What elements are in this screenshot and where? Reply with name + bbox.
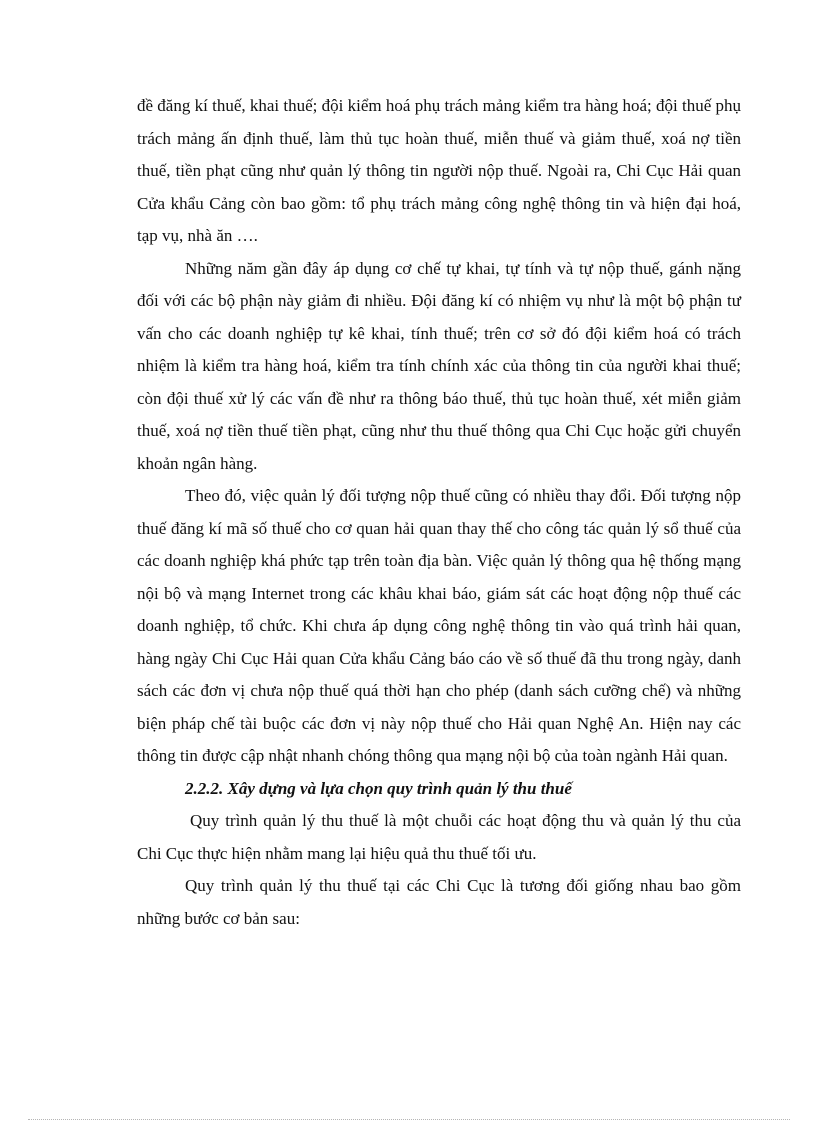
paragraph-4: Quy trình quản lý thu thuế là một chuỗi các hoạt động thu và quản lý thu của Chi Cục thực hiện nhằm mang lại hiệu quả thu thuế tối ưu. <box>137 811 741 863</box>
footer-divider <box>28 1119 790 1120</box>
paragraph-5: Quy trình quản lý thu thuế tại các Chi Cục là tương đối giống nhau bao gồm những bước cơ bản sau: <box>137 876 741 928</box>
document-body <box>137 90 741 935</box>
paragraph-1: đề đăng kí thuế, khai thuế; đội kiểm hoá phụ trách mảng kiểm tra hàng hoá; đội thuế phụ trách mảng ấn định thuế, làm thủ tục hoàn thuế, miễn thuế và giảm thuế, xoá nợ tiền thuế, tiền phạt cũng như quản lý thông tin người nộp thuế. Ngoài ra, Chi Cục Hải quan Cửa khẩu Cảng còn bao gồm: tổ phụ trách mảng công nghệ thông tin và hiện đại hoá, tạp vụ, nhà ăn …. <box>137 96 741 245</box>
paragraph-2: Những năm gần đây áp dụng cơ chế tự khai, tự tính và tự nộp thuế, gánh nặng đối với các bộ phận này giảm đi nhiều. Đội đăng kí có nhiệm vụ như là một bộ phận tư vấn cho các doanh nghiệp tự kê khai, tính thuế; trên cơ sở đó đội kiểm hoá có trách nhiệm là kiểm tra hàng hoá, kiểm tra tính chính xác của thông tin của người khai thuế; còn đội thuế xử lý các vấn đề như ra thông báo thuế, thủ tục hoàn thuế, xét miễn giảm thuế, xoá nợ tiền thuế tiền phạt, cũng như thu thuế thông qua Chi Cục hoặc gửi chuyển khoản ngân hàng. <box>137 258 741 473</box>
section-heading: 2.2.2. Xây dựng và lựa chọn quy trình quản lý thu thuế <box>185 778 572 798</box>
paragraph-3: Theo đó, việc quản lý đối tượng nộp thuế cũng có nhiều thay đổi. Đối tượng nộp thuế đăng kí mã số thuế cho cơ quan hải quan thay thế cho công tác quản lý sổ thuế của các doanh nghiệp khá phức tạp trên toàn địa bàn. Việc quản lý thông qua hệ thống mạng nội bộ và mạng Internet trong các khâu khai báo, giám sát các hoạt động nộp thuế các doanh nghiệp, tổ chức. Khi chưa áp dụng công nghệ thông tin vào quá trình hải quan, hàng ngày Chi Cục Hải quan Cửa khẩu Cảng báo cáo về số thuế đã thu trong ngày, danh sách các đơn vị chưa nộp thuế quá thời hạn cho phép (danh sách cưỡng chế) và những biện pháp chế tài buộc các đơn vị này nộp thuế cho Hải quan Nghệ An. Hiện nay các thông tin được cập nhật nhanh chóng thông qua mạng nội bộ của toàn ngành Hải quan. <box>137 486 741 765</box>
